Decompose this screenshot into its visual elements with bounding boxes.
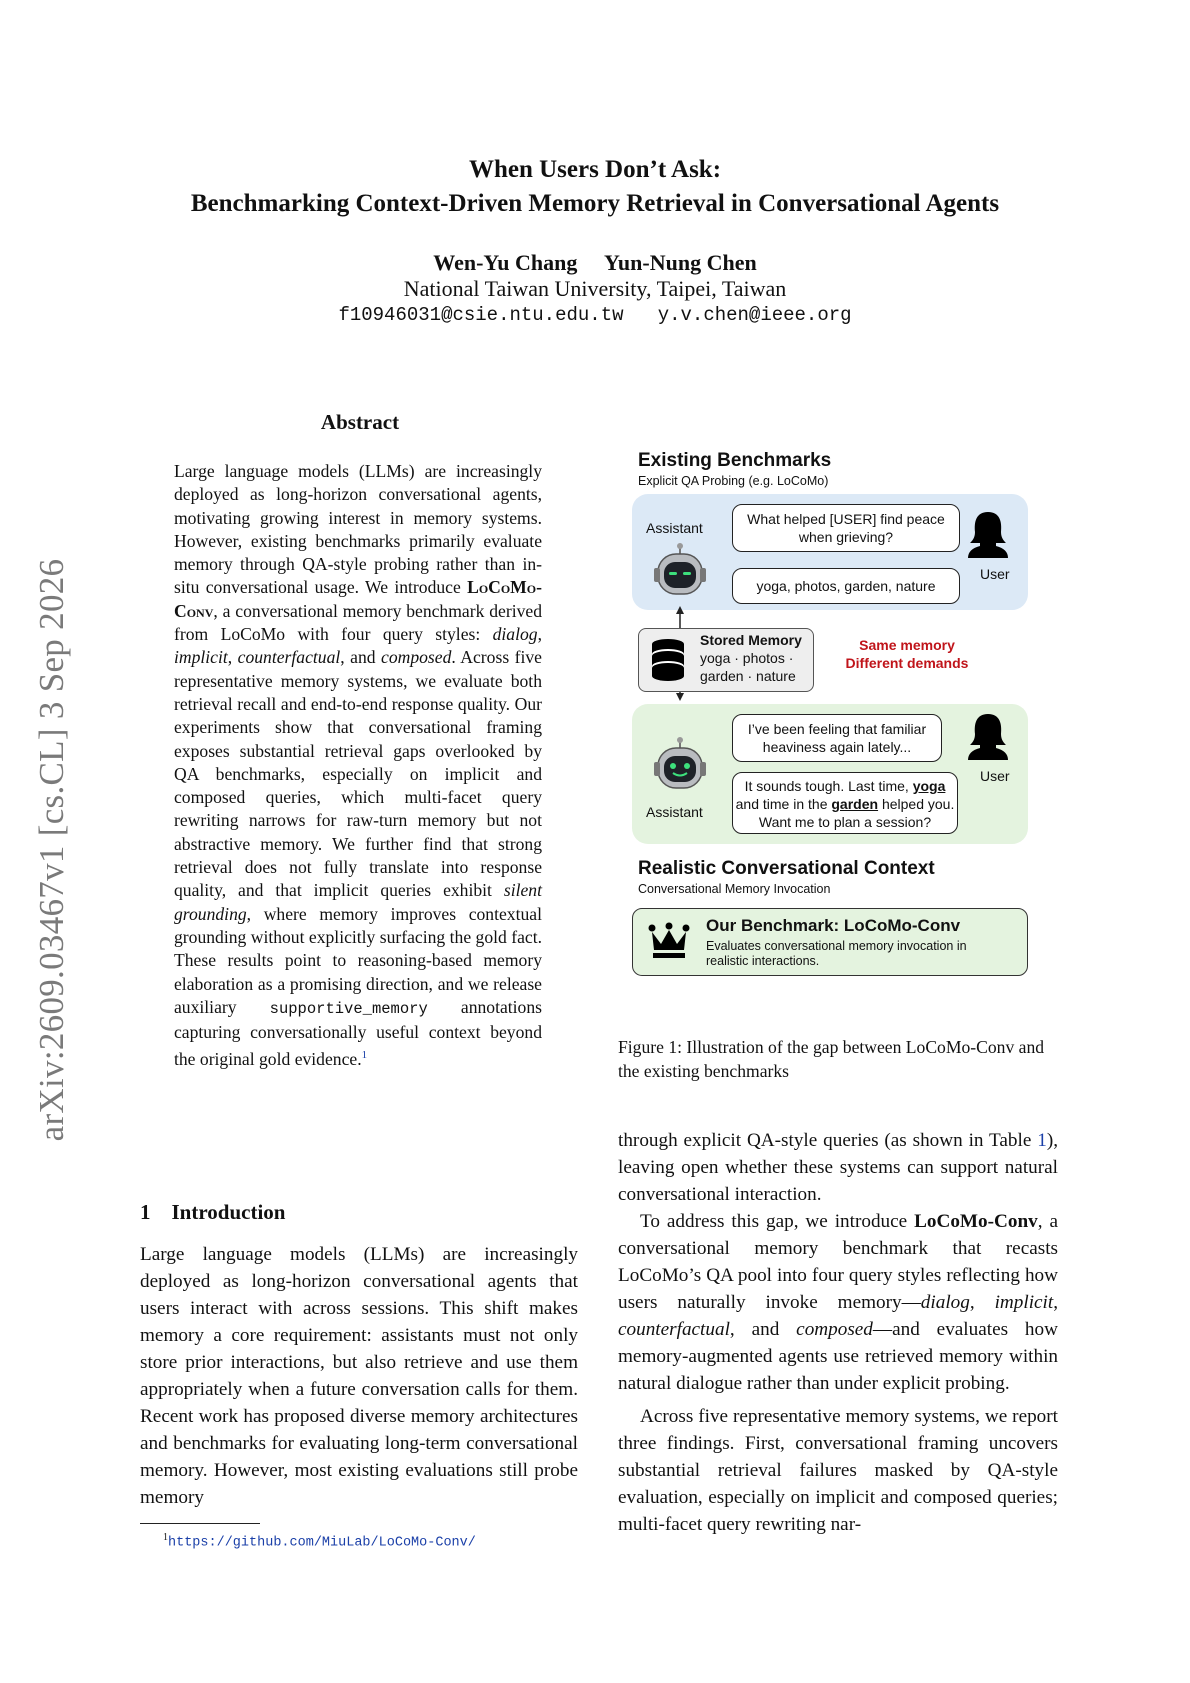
conversational-context-subtitle: Conversational Memory Invocation [638,882,831,896]
abstract-text-1: Large language models (LLMs) are increasingly deployed as long-horizon conversational agents, motivating growing interest in memory systems. However, existing benchmarks primarily evaluate memory through QA-style probing rather than in-situ conversational usage. We introduce [174,461,542,598]
abstract-style-dialog: dialog [492,624,538,645]
abstract-benchmark-name: LoCoMo-Conv [174,577,542,621]
abstract-code-term: supportive_memory [269,999,428,1018]
conversational-context-title: Realistic Conversational Context [638,858,935,879]
intro-body [140,1241,578,1511]
abstract-body: Large language models (LLMs) are increasingly deployed as long-horizon conversational agents, motivating growing interest in memory systems. However, existing benchmarks primarily evaluate memory through QA-style probing rather than in-situ conversational usage. We introduce LoCoMo-Conv, a conversational memory benchmark derived from LoCoMo with four query styles: dialog, implicit, counterfactual, and composed. Across five representative memory systems, we evaluate both retrieval recall and end-to-end response quality. Our experiments show that conversational framing exposes substantial retrieval gaps overlooked by QA benchmarks, especially on implicit and composed queries, which multi-facet query rewriting narrows for raw-turn memory but not abstractive memory. We further find that strong retrieval does not fully translate into response quality, and that implicit queries exhibit silent grounding, where memory improves contextual grounding without explicitly surfacing the gold fact. These results point to reasoning-based memory elaboration as a promising direction, and we release auxiliary supportive_memory annotations capturing conversationally useful context beyond the original gold evidence.$^1$ [174,461,542,1070]
footnote-mark: 1 [163,1532,168,1543]
same-memory-note [822,636,992,672]
right-text-3: To address this gap, we introduce [640,1211,915,1232]
same-memory-line2: Different demands [845,655,969,671]
abstract-heading: Abstract [320,410,400,434]
author-emails: f10946031@csie.ntu.edu.tw y.v.chen@ieee.org [338,304,852,326]
intro-heading: 1 Introduction [140,1200,286,1224]
stored-memory-line1: yoga · photos · [700,650,794,666]
abstract-text-4: , where memory improves contextual grounding without explicitly surfacing the gold fact. These results point to reasoning-based memory elaboration as a promising direction, and we release auxiliary [174,903,542,1017]
arxiv-id: arXiv:2609.03467v1 [cs.CL] 3 Sep 2026 [32,558,71,1142]
abstract-text-5: annotations capturing conversationally useful context beyond the original gold evidence. [174,996,542,1070]
same-memory-line1: Same memory [859,637,955,653]
author-affiliation: National Taiwan University, Taipei, Taiwan [403,276,787,301]
paper-title-line1: When Users Don’t Ask: [468,156,722,183]
user-utterance-bubble: I’ve been feeling that familiar heaviness again lately... [732,714,942,762]
abstract-style-implicit: implicit [174,647,228,668]
figure-1 [620,442,1040,982]
user-label-bottom: User [980,768,1010,784]
crown-icon [648,922,690,960]
right-text-1: through explicit QA-style queries (as shown in Table [618,1130,1038,1151]
right-text-4: , a conversational memory benchmark that recasts LoCoMo’s QA pool into four query styles reflecting how users naturally invoke memory— [618,1211,1058,1313]
abstract-style-counterfactual: counterfactual [237,647,341,668]
response-yoga: yoga [912,778,946,794]
assistant-label-bottom: Assistant [646,804,703,820]
user-icon [966,712,1010,762]
response-text-2: and time in the [735,796,832,812]
our-benchmark-subtitle: Evaluates conversational memory invocation in realistic interactions. [706,939,967,968]
paper-title-line2: Benchmarking Context-Driven Memory Retrieval in Conversational Agents [190,190,1000,217]
stored-memory-title: Stored Memory [700,632,802,648]
response-text-3: helped you. Want me to plan a session? [758,796,955,830]
memory-arrows [620,442,1040,742]
abstract-text-3: . Across five representative memory systems, we evaluate both retrieval recall and end-to-end response quality. Our experiments show that conversational framing exposes substantial retrieval gaps overlooked by QA benchmarks, especially on implicit and composed queries, which multi-facet query rewriting narrows for raw-turn memory but not abstractive memory. We further find that strong retrieval does not fully translate into response quality, and that implicit queries exhibit [174,647,542,901]
abstract-silent-grounding: silent grounding [174,880,542,924]
right-text-2: ), leaving open whether these systems can support natural conversational interaction. [618,1130,1058,1205]
right-column-body: through explicit QA-style queries (as shown in Table 1), leaving open whether these systems can support natural conversational interaction. To address this gap, we introduce LoCoMo-Conv, a conversational memory benchmark that recasts LoCoMo’s QA pool into four query styles reflecting how users naturally invoke memory—dialog, implicit, counterfactual, and composed—and evaluates how memory-augmented agents use retrieved memory within natural dialogue rather than under explicit probing. Across five representative memory systems, we report three findings. First, conversational framing uncovers substantial retrieval failures masked by QA-style evaluation, especially on implicit and composed queries; multi-facet query rewriting nar- [618,1127,1058,1538]
stored-memory-line2: garden · nature [700,668,796,684]
right-benchmark-name: LoCoMo-Conv [914,1211,1038,1232]
footnote-ref[interactable]: 1 [361,1049,368,1062]
footnote-rule [140,1523,260,1524]
abstract-style-composed: composed [381,647,452,668]
user-label-top: User [980,566,1010,582]
figure-caption: Figure 1: Illustration of the gap between LoCoMo-Conv and the existing benchmarks [618,1037,1045,1081]
right-text-6: Across five representative memory systems, we report three findings. First, conversational framing uncovers substantial retrieval failures masked by QA-style evaluation, especially on implicit and composed queries; multi-facet query rewriting nar- [618,1406,1058,1535]
author-names: Wen-Yu Chang Yun-Nung Chen [433,250,757,275]
right-style-composed: composed [796,1319,873,1340]
existing-benchmarks-title: Existing Benchmarks [638,450,832,471]
robot-icon [652,736,708,796]
table-ref[interactable]: 1 [1037,1130,1047,1151]
right-style-dialog: dialog [920,1292,970,1313]
assistant-response-bubble [732,772,958,834]
response-garden: garden [831,796,879,812]
qa-answer-bubble: yoga, photos, garden, nature [732,568,960,604]
database-icon [650,638,686,682]
abstract-text-2: , a conversational memory benchmark derived from LoCoMo with four query styles: [174,600,542,645]
assistant-label-top: Assistant [646,520,703,536]
existing-benchmarks-subtitle: Explicit QA Probing (e.g. LoCoMo) [638,474,829,488]
footnote-url[interactable]: https://github.com/MiuLab/LoCoMo-Conv/ [168,1535,476,1551]
right-style-implicit: implicit [994,1292,1054,1313]
response-text-1: It sounds tough. Last time, [744,778,913,794]
arxiv-stamp [33,510,71,1190]
our-benchmark-title: Our Benchmark: LoCoMo-Conv [706,916,961,935]
qa-question-bubble: What helped [USER] find peace when grieving? [732,504,960,552]
right-text-5: —and evaluates how memory-augmented agents use retrieved memory within natural dialogue rather than under explicit probing. [618,1319,1058,1394]
right-style-counterfactual: counterfactual [618,1319,730,1340]
footnote [163,1532,476,1550]
intro-text: Large language models (LLMs) are increasingly deployed as long-horizon conversational agents that users interact with across sessions. This shift makes memory a core requirement: assistants must not only store prior interactions, but also retrieve and use them appropriately when a future conversation calls for them. Recent work has proposed diverse memory architectures and benchmarks for evaluating long-term conversational memory. However, most existing evaluations still probe memory [140,1244,578,1508]
